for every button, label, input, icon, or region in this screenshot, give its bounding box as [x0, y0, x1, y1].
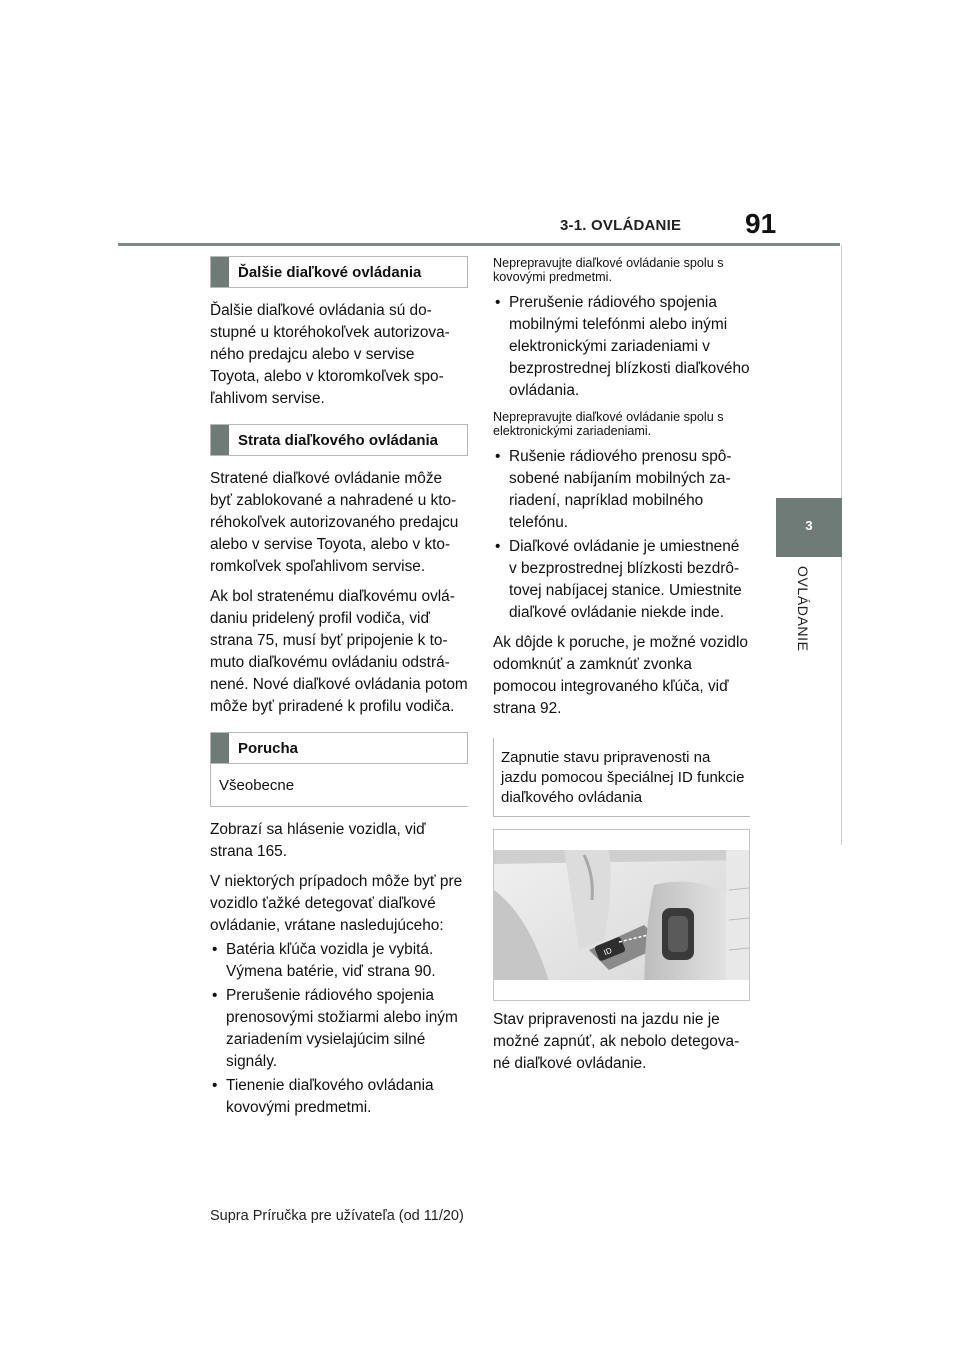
- vehicle-console-illustration: [494, 830, 749, 1000]
- list-item: • Rušenie rádiového prenosu spôsobené nabíjaním mobilných zariadení, napríklad mobilného telefónu.: [495, 448, 732, 531]
- list-2: [493, 446, 750, 624]
- heading-lost-remote: [210, 424, 468, 456]
- note: Neprepravujte diaľkové ovládanie spolu s elektronickými zariadeniami.: [493, 410, 724, 438]
- paragraph: V niektorých prípadoch môže byť pre vozidlo ťažké detegovať diaľkové ovládanie, vrátane nasledujúceho:: [210, 873, 463, 934]
- heading-fault: [210, 732, 468, 764]
- figure-vehicle-console: [493, 829, 750, 1001]
- right-column: [493, 256, 750, 1083]
- list-item: • Tienenie diaľkového ovládania kovovými predmetmi.: [212, 1077, 434, 1116]
- heading-bar: [211, 733, 229, 763]
- left-column: [210, 256, 468, 1127]
- list-item: • Prerušenie rádiového spojenia prenosovými stožiarmi alebo iným zariadením vysielajúcim silné signály.: [212, 987, 458, 1070]
- list-item: • Diaľkové ovládanie je umiestnené v bezprostrednej blízkosti bezdrôtovej nabíjacej stanice. Umiestnite diaľkové ovládanie niekde inde.: [495, 538, 742, 621]
- section-label: 3-1. OVLÁDANIE: [560, 217, 682, 234]
- chapter-tab-label: OVLÁDANIE: [795, 566, 811, 652]
- paragraph: Stav pripravenosti na jazdu nie je možné zapnúť, ak nebolo detegované diaľkové ovládanie.: [493, 1011, 740, 1072]
- paragraph: Stratené diaľkové ovládanie môže byť zablokované a nahradené u ktoréhokoľvek autorizovaného predajcu alebo v servise Toyota, alebo v ktoromkoľvek spoľahlivom servise.: [210, 470, 459, 575]
- chapter-tab-number: 3: [805, 518, 813, 533]
- heading-text: Porucha: [238, 739, 299, 757]
- heading-more-remotes: [210, 256, 468, 288]
- paragraph: Ak bol stratenému diaľkovému ovládaniu pridelený profil vodiča, viď strana 75, musí byť pripojenie k tomuto diaľkovému ovládaniu odstránené. Nové diaľkové ovládania potom môže byť priradené k profilu vodiča.: [210, 588, 468, 715]
- heading-bar: [211, 425, 229, 455]
- heading-text: Strata diaľkového ovládania: [238, 431, 439, 449]
- paragraph: Ak dôjde k poruche, je možné vozidlo odomknúť a zamknúť zvonka pomocou integrovaného kľúča, viď strana 92.: [493, 634, 748, 717]
- list-item: • Batéria kľúča vozidla je vybitá. Výmena batérie, viď strana 90.: [212, 941, 436, 980]
- page-number: 91: [745, 208, 777, 239]
- header-rule: [118, 243, 840, 246]
- fault-list: [210, 939, 468, 1119]
- heading-text: Ďalšie diaľkové ovládania: [238, 263, 422, 281]
- paragraph: Zobrazí sa hlásenie vozidla, viď strana 165.: [210, 821, 426, 860]
- heading-bar: [211, 257, 229, 287]
- note: Neprepravujte diaľkové ovládanie spolu s kovovými predmetmi.: [493, 256, 724, 284]
- footer: Supra Príručka pre užívateľa (od 11/20): [210, 1208, 464, 1224]
- subheading-id-function: Zapnutie stavu pripravenosti na jazdu pomocou špeciálnej ID funkcie diaľkového ovládania: [493, 738, 750, 817]
- list-item: • Prerušenie rádiového spojenia mobilnými telefónmi alebo inými elektronickými zariadeniami v bezprostrednej blízkosti diaľkového ovládania.: [495, 294, 750, 399]
- subheading-general: Všeobecne: [210, 764, 468, 807]
- list-1: [493, 292, 750, 402]
- svg-text:ID: ID: [602, 945, 614, 958]
- paragraph: Ďalšie diaľkové ovládania sú dostupné u ktoréhokoľvek autorizovaného predajcu alebo v servise Toyota, alebo v ktoromkoľvek spoľahlivom servise.: [210, 302, 450, 407]
